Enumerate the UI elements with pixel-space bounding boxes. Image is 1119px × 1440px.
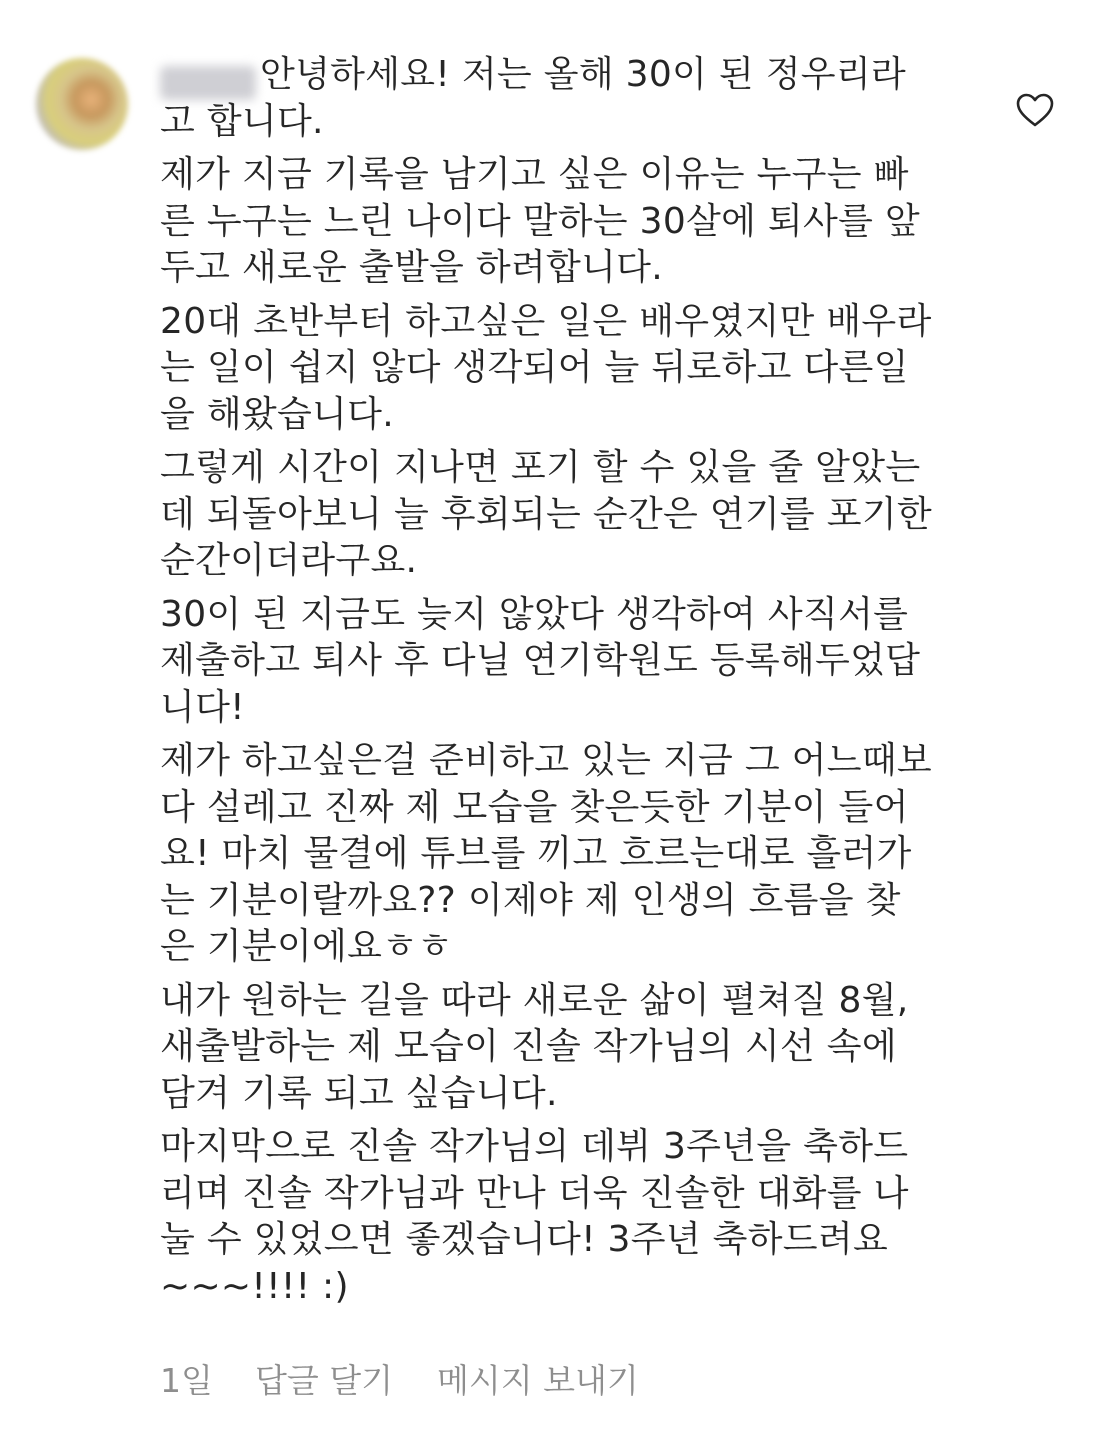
comment-line: 는 기분이랄까요?? 이제야 제 인생의 흐름을 찾 — [160, 879, 901, 921]
paragraph-1 — [160, 52, 960, 145]
comment-line: 안녕하세요! 저는 올해 30이 된 정우리라 — [260, 54, 906, 95]
comment-line: 내가 원하는 길을 따라 새로운 삶이 펼쳐질 8월, — [160, 979, 909, 1021]
comment-line: 는 일이 쉽지 않다 생각되어 늘 뒤로하고 다른일 — [160, 347, 909, 388]
paragraph-8 — [160, 1124, 960, 1310]
comment-line: 은 기분이에요ㅎㅎ — [160, 926, 453, 967]
comment-line: 눌 수 있었으면 좋겠습니다! 3주년 축하드려요 — [160, 1219, 889, 1260]
heart-outline-icon — [1015, 92, 1055, 128]
paragraph-3 — [160, 299, 960, 439]
comment-line: 20대 초반부터 하고싶은 일은 배우였지만 배우라 — [160, 300, 932, 342]
comment-line: 데 되돌아보니 늘 후회되는 순간은 연기를 포기한 — [160, 493, 932, 535]
reply-button[interactable]: 답글 달기 — [255, 1361, 394, 1400]
comment-line: 두고 새로운 출발을 하려합니다. — [160, 247, 663, 288]
paragraph-6 — [160, 738, 960, 971]
send-message-button[interactable]: 메시지 보내기 — [437, 1361, 639, 1400]
paragraph-2 — [160, 152, 960, 292]
paragraph-7 — [160, 978, 960, 1118]
comment-line: 리며 진솔 작가님과 만나 더욱 진솔한 대화를 나 — [160, 1172, 909, 1214]
comment-line: 니다! — [160, 686, 245, 728]
comment-line: 을 해왔습니다. — [160, 393, 394, 435]
comment-line: 마지막으로 진솔 작가님의 데뷔 3주년을 축하드 — [160, 1126, 909, 1167]
comment-line: 담겨 기록 되고 싶습니다. — [160, 1072, 558, 1114]
like-button[interactable] — [1015, 92, 1055, 128]
comment-time: 1일 — [160, 1361, 213, 1400]
comment-meta — [160, 1355, 639, 1402]
avatar[interactable] — [36, 58, 128, 150]
comment-line: 고 합니다. — [160, 100, 324, 142]
comment-line: 새출발하는 제 모습이 진솔 작가님의 시선 속에 — [160, 1026, 897, 1067]
comment-line: 제가 하고싶은걸 준비하고 있는 지금 그 어느때보 — [160, 740, 932, 781]
paragraph-4 — [160, 445, 960, 585]
comment-line: 제가 지금 기록을 남기고 싶은 이유는 누구는 빠 — [160, 154, 909, 195]
comment-line: 순간이더라구요. — [160, 540, 418, 581]
comment-line: 그렇게 시간이 지나면 포기 할 수 있을 줄 알았는 — [160, 447, 921, 488]
comment-line: 30이 된 지금도 늦지 않았다 생각하여 사직서를 — [160, 593, 909, 635]
comment-text — [160, 52, 960, 1317]
comment-line: 요! 마치 물결에 튜브를 끼고 흐르는대로 흘러가 — [160, 833, 912, 874]
paragraph-5 — [160, 592, 960, 732]
comment-line: ~~~!!!! :) — [160, 1265, 349, 1307]
comment-line: 제출하고 퇴사 후 다닐 연기학원도 등록해두었답 — [160, 640, 921, 681]
comment-line: 른 누구는 느린 나이다 말하는 30살에 퇴사를 앞 — [160, 200, 920, 242]
comment-line: 다 설레고 진짜 제 모습을 찾은듯한 기분이 들어 — [160, 786, 909, 828]
